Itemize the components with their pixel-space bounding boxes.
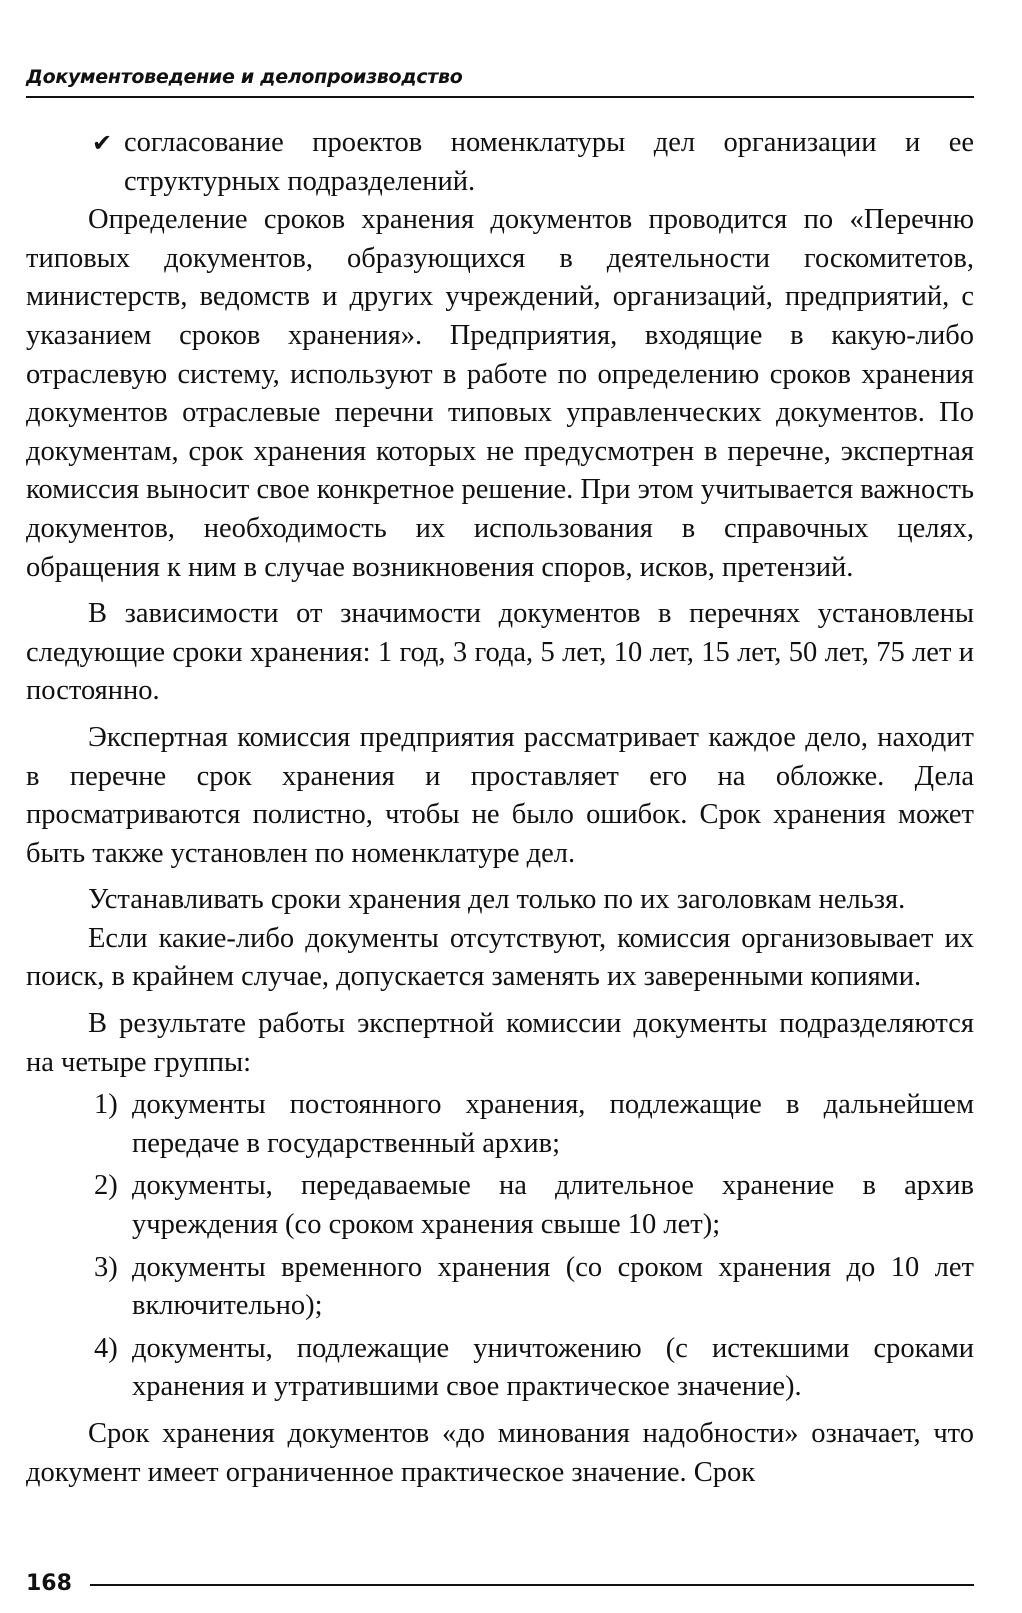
list-text: документы временного хранения (со сроком хранения до 10 лет включительно); bbox=[132, 1251, 974, 1322]
list-text: документы постоянного хранения, подлежащие в дальнейшем передаче в государственный архив; bbox=[132, 1089, 974, 1159]
running-header: Документоведение и делопроизводство bbox=[26, 66, 463, 88]
list-text: документы, подлежащие уничтожению (с истекшими сроками хранения и утратившими свое практическое значение). bbox=[132, 1332, 974, 1403]
list-number: 3) bbox=[94, 1251, 118, 1283]
paragraph: В зависимости от значимости документов в перечнях установлены следующие сроки хранения: 1 год, 3 года, 5 лет, 10 лет, 15 лет, 50 лет, 75 лет и постоянно. bbox=[26, 598, 974, 707]
paragraph: Определение сроков хранения документов проводится по «Перечню типовых документов, образующихся в деятельности госкомитетов, министерств, ведомств и других учреждений, организаций, предприятий, с указанием сроков хранения». Предприятия, входящие в какую-либо отраслевую систему, используют в работе по определению сроков хранения документов отраслевые перечни типовых управленческих документов. По документам, срок хранения которых не предусмотрен в перечне, экспертная комиссия выносит свое конкретное решение. При этом учитывается важность документов, необходимость их использования в справочных целях, обращения к ним в случае возникновения споров, исков, претензий. bbox=[26, 204, 975, 583]
list-item bbox=[26, 1167, 974, 1244]
list-item bbox=[26, 1330, 974, 1407]
header-rule bbox=[26, 96, 974, 98]
footer-rule bbox=[90, 1584, 974, 1586]
paragraph: Экспертная комиссия предприятия рассматривает каждое дело, находит в перечне срок хранения и проставляет его на обложке. Дела просматриваются полистно, чтобы не было ошибок. Срок хранения может быть также установлен по номенклатуре дел. bbox=[26, 721, 974, 869]
page-number: 168 bbox=[26, 1571, 72, 1596]
list-number: 4) bbox=[94, 1332, 118, 1364]
paragraph: Устанавливать сроки хранения дел только по их заголовкам нельзя. bbox=[88, 884, 906, 916]
paragraph: Срок хранения документов «до минования надобности» означает, что документ имеет ограниченное практическое значение. Срок bbox=[26, 1418, 974, 1488]
paragraph: Если какие-либо документы отсутствуют, комиссия организовывает их поиск, в крайнем случае, допускается заменять их заверенными копиями. bbox=[26, 922, 974, 993]
list-item bbox=[26, 1249, 974, 1326]
bullet-text: согласование проектов номенклатуры дел организации и ее структурных подразделений. bbox=[124, 127, 974, 197]
list-number: 1) bbox=[94, 1089, 118, 1121]
body-text bbox=[26, 124, 974, 1492]
paragraph: В результате работы экспертной комиссии документы подразделяются на четыре группы: bbox=[26, 1008, 974, 1078]
checkmark-icon: ✔ bbox=[92, 129, 113, 157]
list-item bbox=[26, 1086, 974, 1163]
list-text: документы, передаваемые на длительное хранение в архив учреждения (со сроком хранения свыше 10 лет); bbox=[132, 1170, 974, 1241]
bullet-item bbox=[26, 124, 974, 201]
list-number: 2) bbox=[94, 1170, 118, 1202]
